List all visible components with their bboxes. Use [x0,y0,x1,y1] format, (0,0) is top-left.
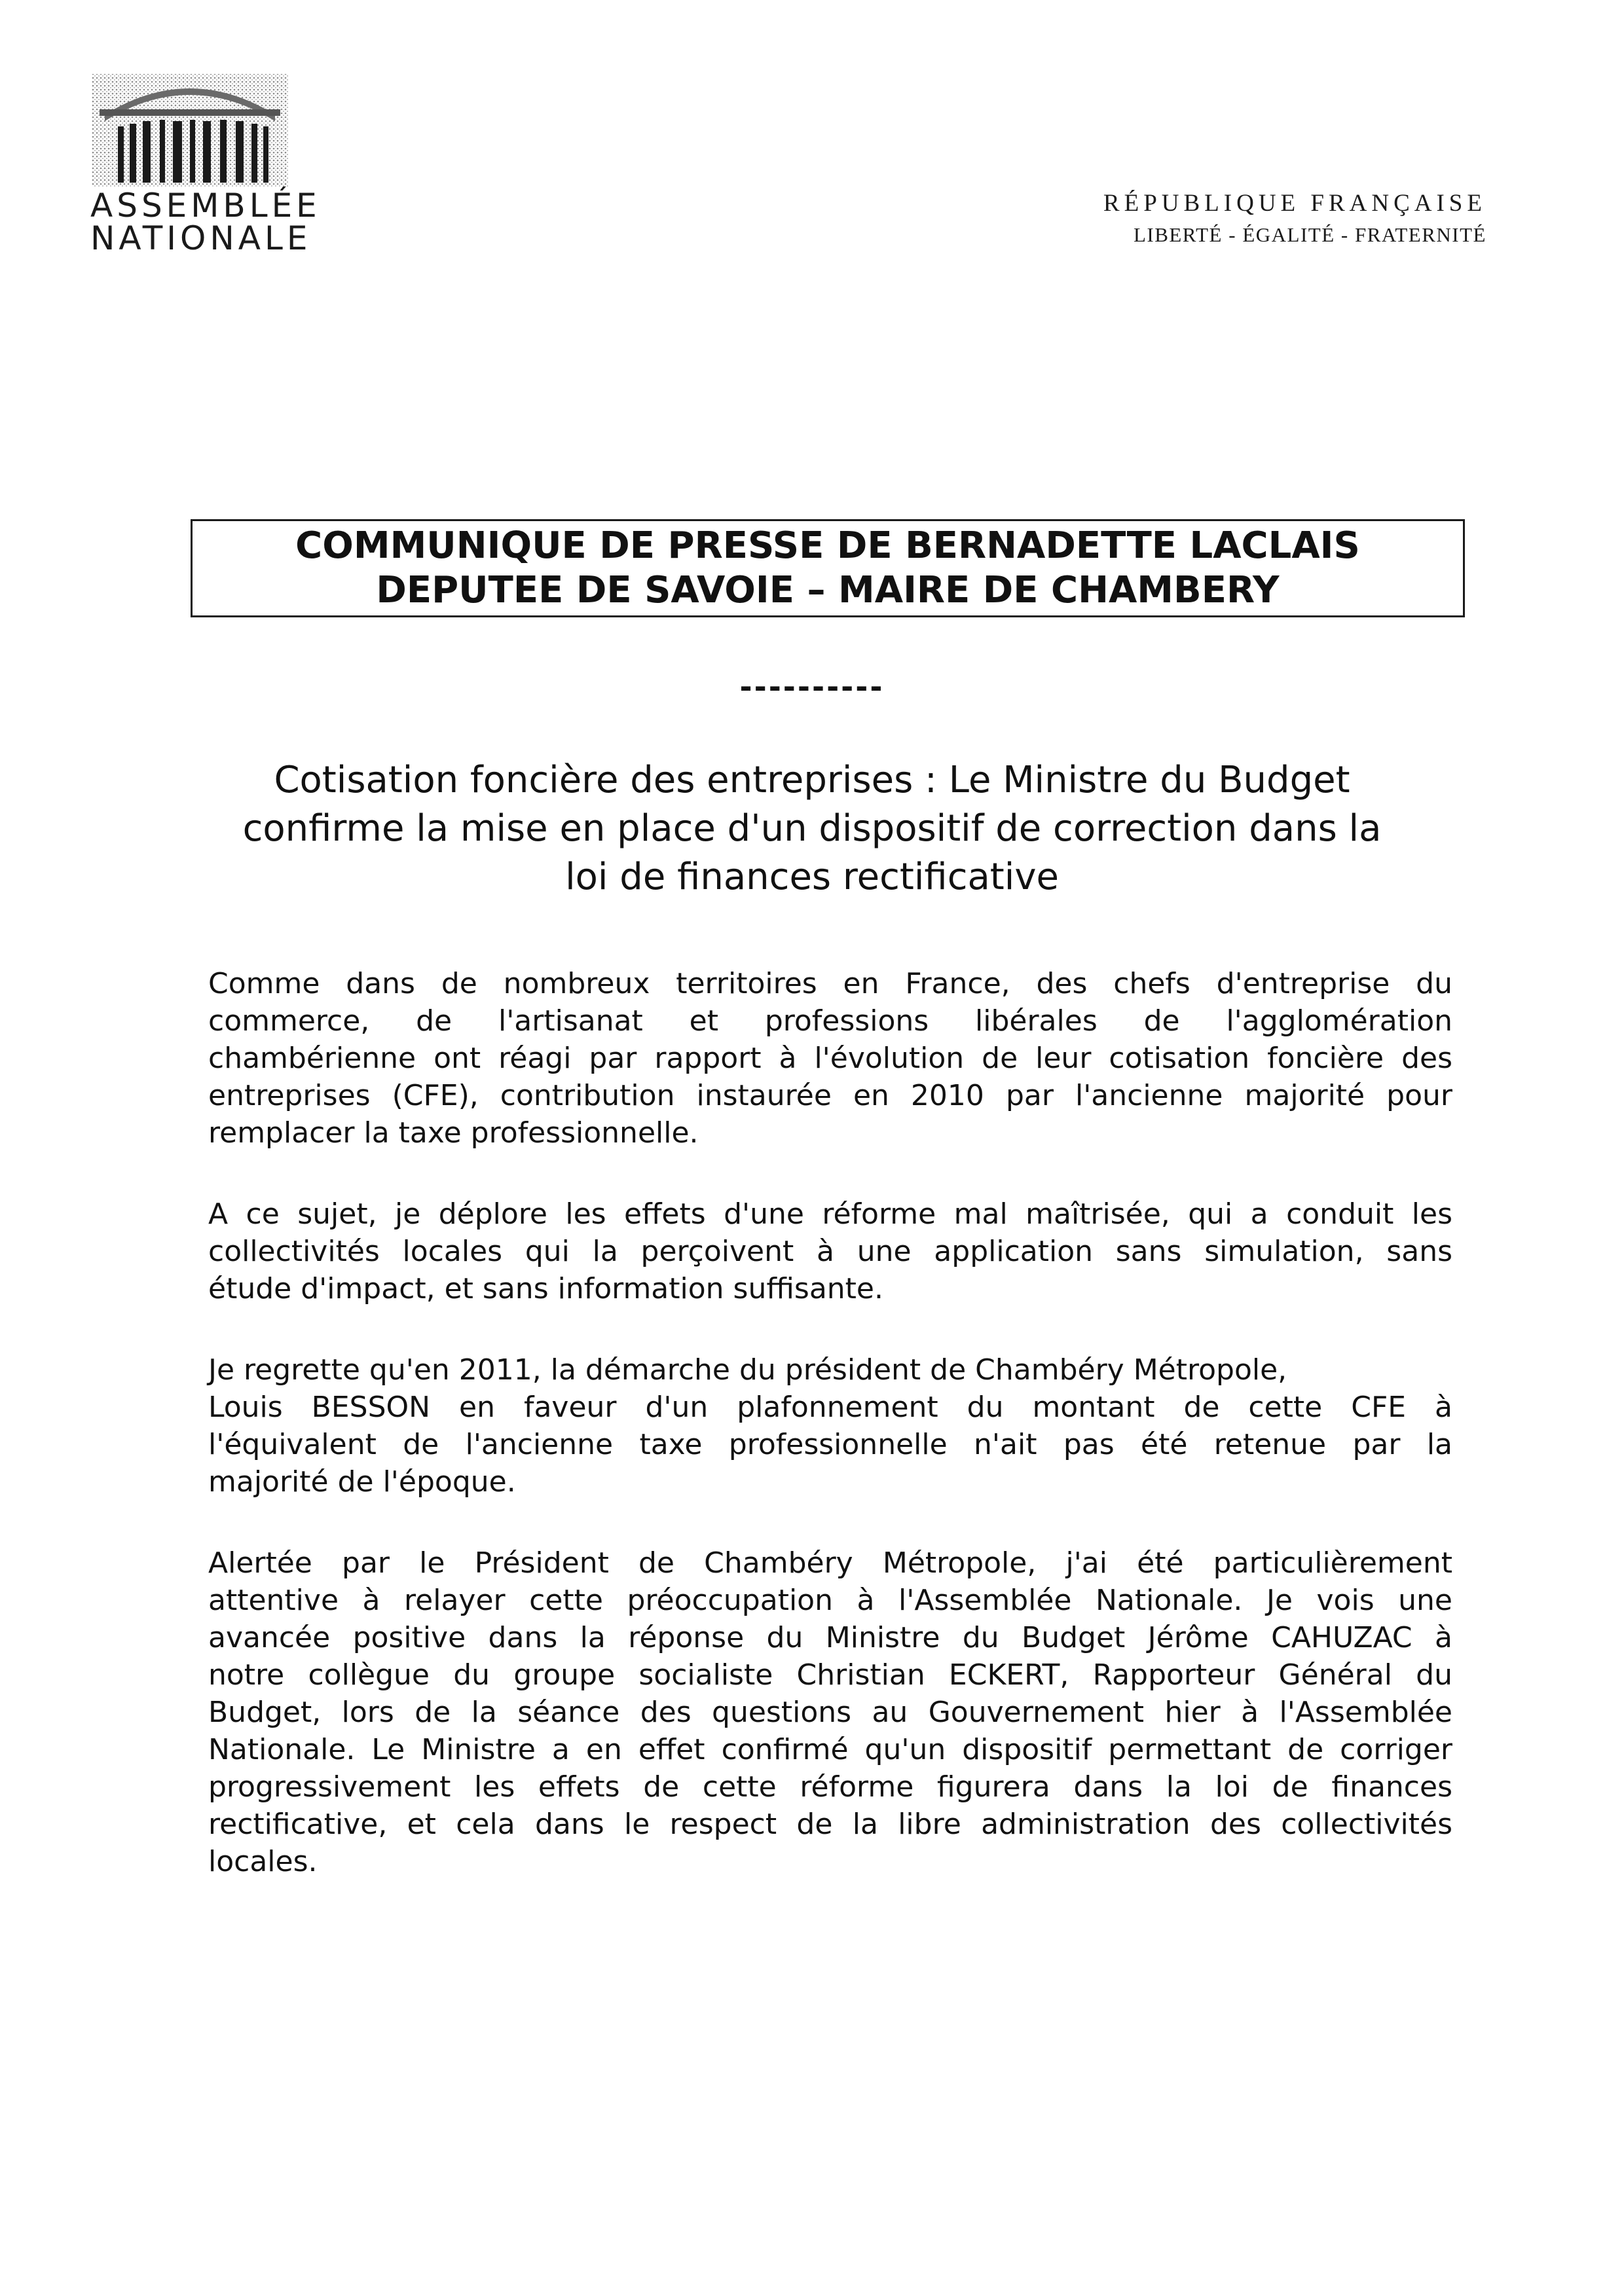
text-line: Louis BESSON en faveur d'un plafonnement du montant de cette CFE à [208,1391,1452,1424]
text-line: entreprises (CFE), contribution instaurée en 2010 par l'ancienne majorité pour [208,1079,1452,1112]
hemicycle-emblem-icon [92,69,288,187]
paragraph [208,965,1452,1152]
republic-motto: LIBERTÉ - ÉGALITÉ - FRATERNITÉ [1133,223,1486,246]
text-line: remplacer la taxe professionnelle. [208,1116,699,1150]
paragraph [208,1195,1452,1307]
subtitle-line2: confirme la mise en place d'un dispositif de correction dans la [242,807,1382,850]
text-line: Budget, lors de la séance des questions au Gouvernement hier à l'Assemblée [208,1696,1452,1729]
text-line: majorité de l'époque. [208,1465,516,1499]
paragraph [208,1544,1452,1880]
subtitle [157,756,1467,902]
subtitle-line1: Cotisation foncière des entreprises : Le Ministre du Budget [274,759,1350,801]
subtitle-line3: loi de finances rectificative [565,856,1059,898]
text-line: Nationale. Le Ministre a en effet confirmé qu'un dispositif permettant de corriger [208,1733,1452,1766]
text-line: progressivement les effets de cette réforme figurera dans la loi de finances [208,1770,1452,1804]
logo-text-line2: NATIONALE [90,219,312,257]
text-line: avancée positive dans la réponse du Ministre du Budget Jérôme CAHUZAC à [208,1621,1452,1654]
text-line: Comme dans de nombreux territoires en France, des chefs d'entreprise du [208,967,1452,1000]
body-text [208,965,1452,1924]
text-line: commerce, de l'artisanat et professions libérales de l'agglomération [208,1004,1452,1038]
text-line: collectivités locales qui la perçoivent à une application sans simulation, sans [208,1235,1452,1268]
logo-text-line1: ASSEMBLÉE [90,187,321,225]
text-line: chambérienne ont réagi par rapport à l'évolution de leur cotisation foncière des [208,1042,1452,1075]
text-line: étude d'impact, et sans information suffisante. [208,1272,883,1305]
text-line: Alertée par le Président de Chambéry Métropole, j'ai été particulièrement [208,1546,1452,1580]
republic-header [1103,191,1486,245]
title-line2: DEPUTEE DE SAVOIE – MAIRE DE CHAMBERY [376,569,1280,611]
text-line: l'équivalent de l'ancienne taxe professionnelle n'ait pas été retenue par la [208,1428,1452,1461]
text-line: locales. [208,1845,318,1878]
text-line: attentive à relayer cette préoccupation à l'Assemblée Nationale. Je vois une [208,1584,1452,1617]
title-line1: COMMUNIQUE DE PRESSE DE BERNADETTE LACLAIS [295,524,1360,567]
text-line: A ce sujet, je déplore les effets d'une réforme mal maîtrisée, qui a conduit les [208,1197,1452,1231]
text-line: Je regrette qu'en 2011, la démarche du président de Chambéry Métropole, [208,1353,1287,1387]
separator: ---------- [739,669,885,704]
press-release-title-box [191,519,1465,617]
text-line: rectificative, et cela dans le respect de la libre administration des collectivités [208,1808,1452,1841]
text-line: notre collègue du groupe socialiste Christian ECKERT, Rapporteur Général du [208,1658,1452,1692]
republic-name: RÉPUBLIQUE FRANÇAISE [1103,190,1486,217]
paragraph [208,1351,1452,1501]
